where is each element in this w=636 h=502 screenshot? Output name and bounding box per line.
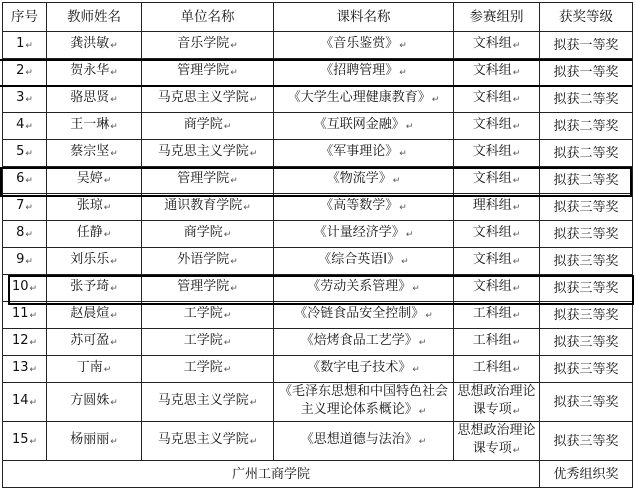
paragraph-mark-icon: ↵ xyxy=(230,68,238,78)
cell-unit-name xyxy=(142,32,274,59)
cell-group xyxy=(454,194,540,221)
paragraph-mark-icon: ↵ xyxy=(512,230,521,240)
cell-group xyxy=(454,302,540,329)
cell-course-name-text: 《计量经济学》 xyxy=(313,225,405,240)
footer-award: 优秀组织奖 xyxy=(553,466,619,482)
cell-course-name-text: 《焙烤食品工艺学》 xyxy=(300,333,418,348)
table-row xyxy=(3,422,633,461)
cell-no-text: 15 xyxy=(11,432,29,447)
paragraph-mark-icon: ↵ xyxy=(425,311,433,321)
paragraph-mark-icon: ↵ xyxy=(512,407,521,417)
header-teacher-name: 教师姓名 xyxy=(47,3,142,32)
cell-no xyxy=(3,275,47,302)
cell-unit-name-text: 马克思主义学院 xyxy=(157,90,249,105)
cell-course-name xyxy=(274,86,454,113)
cell-unit-name xyxy=(142,221,274,248)
cell-course-name-text: 《数字电子技术》 xyxy=(307,360,412,375)
cell-teacher-name xyxy=(47,194,142,221)
cell-course-name xyxy=(274,329,454,356)
cell-no xyxy=(3,422,47,461)
cell-group-text: 思想政治理论课专项 xyxy=(457,384,536,417)
paragraph-mark-icon: ↵ xyxy=(230,284,238,294)
paragraph-mark-icon: ↵ xyxy=(249,437,258,447)
paragraph-mark-icon: ↵ xyxy=(512,95,521,105)
cell-teacher-name xyxy=(47,32,142,59)
cell-teacher-name-text: 张予琦 xyxy=(70,279,110,294)
cell-no-text: 4 xyxy=(16,117,25,132)
header-group: 参赛组别 xyxy=(454,3,540,32)
cell-award-level xyxy=(540,194,633,221)
table-body xyxy=(3,32,633,461)
cell-teacher-name-text: 赵晨煊 xyxy=(70,306,110,321)
paragraph-mark-icon: ↵ xyxy=(223,122,232,132)
paragraph-mark-icon: ↵ xyxy=(512,365,521,375)
cell-unit-name-text: 音乐学院 xyxy=(177,36,230,51)
paragraph-mark-icon: ↵ xyxy=(25,122,33,132)
paragraph-mark-icon: ↵ xyxy=(110,398,118,408)
cell-unit-name-text: 管理学院 xyxy=(177,63,230,78)
cell-award-level xyxy=(540,422,633,461)
table-row xyxy=(3,248,633,275)
cell-award-level xyxy=(540,167,633,194)
cell-group xyxy=(454,383,540,422)
cell-no xyxy=(3,302,47,329)
cell-teacher-name-text: 刘乐乐 xyxy=(70,252,110,267)
cell-unit-name xyxy=(142,275,274,302)
paragraph-mark-icon: ↵ xyxy=(110,284,118,294)
cell-course-name xyxy=(274,422,454,461)
cell-teacher-name xyxy=(47,167,142,194)
paragraph-mark-icon: ↵ xyxy=(223,338,232,348)
cell-group-text: 理科组 xyxy=(472,198,512,213)
cell-teacher-name xyxy=(47,329,142,356)
cell-teacher-name xyxy=(47,248,142,275)
paragraph-mark-icon: ↵ xyxy=(249,398,258,408)
cell-no-text: 14 xyxy=(11,393,29,408)
cell-teacher-name xyxy=(47,275,142,302)
paragraph-mark-icon: ↵ xyxy=(110,338,118,348)
cell-unit-name xyxy=(142,248,274,275)
cell-group-text: 文科组 xyxy=(472,36,512,51)
paragraph-mark-icon: ↵ xyxy=(230,41,238,51)
cell-group xyxy=(454,140,540,167)
paragraph-mark-icon: ↵ xyxy=(223,365,232,375)
cell-teacher-name-text: 骆思贤 xyxy=(70,90,110,105)
cell-group-text: 文科组 xyxy=(472,279,512,294)
cell-no-text: 6 xyxy=(16,171,25,186)
cell-unit-name-text: 马克思主义学院 xyxy=(157,393,249,408)
paragraph-mark-icon: ↵ xyxy=(230,176,238,186)
cell-group-text: 工科组 xyxy=(472,360,512,375)
cell-award-level xyxy=(540,275,633,302)
cell-award-level xyxy=(540,86,633,113)
cell-no xyxy=(3,113,47,140)
table-header-row xyxy=(3,3,633,32)
cell-award-level xyxy=(540,329,633,356)
cell-teacher-name-text: 张琼 xyxy=(76,198,103,213)
table-row xyxy=(3,32,633,59)
cell-no-text: 3 xyxy=(16,90,25,105)
cell-group-text: 文科组 xyxy=(472,144,512,159)
paragraph-mark-icon: ↵ xyxy=(25,95,33,105)
cell-course-name-text: 《音乐鉴赏》 xyxy=(320,36,399,51)
cell-unit-name-text: 商学院 xyxy=(183,225,223,240)
cell-unit-name xyxy=(142,59,274,86)
header-award-level: 获奖等级 xyxy=(540,3,633,32)
cell-group-text: 思想政治理论课专项 xyxy=(457,423,536,456)
cell-no xyxy=(3,32,47,59)
cell-unit-name xyxy=(142,86,274,113)
cell-award-level-text: 拟获三等奖 xyxy=(553,307,619,323)
cell-unit-name-text: 工学院 xyxy=(183,306,223,321)
cell-group xyxy=(454,329,540,356)
cell-course-name xyxy=(274,59,454,86)
paragraph-mark-icon: ↵ xyxy=(249,95,258,105)
paragraph-mark-icon: ↵ xyxy=(405,122,414,132)
table-row xyxy=(3,275,633,302)
footer-org: 广州工商学院 xyxy=(231,466,310,482)
cell-no xyxy=(3,221,47,248)
cell-award-level-text: 拟获三等奖 xyxy=(553,334,619,350)
cell-course-name-text: 《互联网金融》 xyxy=(313,117,405,132)
cell-award-level xyxy=(540,383,633,422)
cell-unit-name xyxy=(142,140,274,167)
table-row xyxy=(3,59,633,86)
cell-course-name-text: 《招聘管理》 xyxy=(320,63,399,78)
paragraph-mark-icon: ↵ xyxy=(25,230,33,240)
paragraph-mark-icon: ↵ xyxy=(110,41,118,51)
cell-group-text: 文科组 xyxy=(472,171,512,186)
cell-teacher-name-text: 龚洪敏 xyxy=(70,36,110,51)
cell-teacher-name xyxy=(47,356,142,383)
paragraph-mark-icon: ↵ xyxy=(110,122,118,132)
cell-group xyxy=(454,221,540,248)
cell-course-name-text: 《高等数学》 xyxy=(320,198,399,213)
cell-course-name xyxy=(274,140,454,167)
cell-no-text: 2 xyxy=(16,63,25,78)
paragraph-mark-icon: ↵ xyxy=(29,284,38,294)
cell-group xyxy=(454,167,540,194)
header-no: 序号 xyxy=(3,3,47,32)
table-row xyxy=(3,113,633,140)
cell-course-name xyxy=(274,167,454,194)
cell-no xyxy=(3,86,47,113)
cell-course-name-text: 《思想道德与法治》 xyxy=(300,432,418,447)
paragraph-mark-icon: ↵ xyxy=(110,437,118,447)
table-row xyxy=(3,140,633,167)
cell-unit-name-text: 商学院 xyxy=(183,117,223,132)
cell-teacher-name xyxy=(47,302,142,329)
cell-group-text: 文科组 xyxy=(472,90,512,105)
table-row xyxy=(3,356,633,383)
paragraph-mark-icon: ↵ xyxy=(29,311,38,321)
paragraph-mark-icon: ↵ xyxy=(103,203,112,213)
table-row xyxy=(3,167,633,194)
cell-award-level-text: 拟获一等奖 xyxy=(553,64,619,80)
cell-unit-name xyxy=(142,302,274,329)
cell-award-level xyxy=(540,221,633,248)
cell-group-text: 工科组 xyxy=(472,306,512,321)
cell-group-text: 工科组 xyxy=(472,333,512,348)
paragraph-mark-icon: ↵ xyxy=(405,230,414,240)
paragraph-mark-icon: ↵ xyxy=(29,437,38,447)
cell-group xyxy=(454,86,540,113)
cell-unit-name xyxy=(142,113,274,140)
cell-no xyxy=(3,356,47,383)
paragraph-mark-icon: ↵ xyxy=(512,446,521,456)
cell-teacher-name xyxy=(47,113,142,140)
paragraph-mark-icon: ↵ xyxy=(392,176,401,186)
cell-teacher-name-text: 王一琳 xyxy=(70,117,110,132)
paragraph-mark-icon: ↵ xyxy=(110,149,118,159)
cell-unit-name xyxy=(142,356,274,383)
cell-unit-name-text: 马克思主义学院 xyxy=(157,432,249,447)
paragraph-mark-icon: ↵ xyxy=(512,68,521,78)
cell-course-name xyxy=(274,302,454,329)
cell-group-text: 文科组 xyxy=(472,63,512,78)
paragraph-mark-icon: ↵ xyxy=(230,257,238,267)
cell-award-level-text: 拟获三等奖 xyxy=(553,253,619,269)
cell-no xyxy=(3,383,47,422)
paragraph-mark-icon: ↵ xyxy=(418,407,427,417)
paragraph-mark-icon: ↵ xyxy=(512,311,521,321)
table-row xyxy=(3,86,633,113)
cell-unit-name-text: 管理学院 xyxy=(177,171,230,186)
cell-no-text: 8 xyxy=(16,225,25,240)
paragraph-mark-icon: ↵ xyxy=(223,230,232,240)
cell-award-level-text: 拟获三等奖 xyxy=(553,433,619,449)
cell-no-text: 1 xyxy=(16,36,25,51)
paragraph-mark-icon: ↵ xyxy=(29,338,38,348)
cell-group xyxy=(454,32,540,59)
table-row xyxy=(3,383,633,422)
paragraph-mark-icon: ↵ xyxy=(25,149,33,159)
cell-course-name-text: 《军事理论》 xyxy=(320,144,399,159)
cell-course-name xyxy=(274,221,454,248)
paragraph-mark-icon: ↵ xyxy=(25,41,33,51)
table-footer-row xyxy=(3,461,633,488)
paragraph-mark-icon: ↵ xyxy=(110,68,118,78)
cell-no-text: 11 xyxy=(11,306,29,321)
cell-unit-name xyxy=(142,383,274,422)
cell-unit-name xyxy=(142,167,274,194)
table-row xyxy=(3,329,633,356)
cell-teacher-name xyxy=(47,140,142,167)
cell-unit-name xyxy=(142,422,274,461)
cell-course-name xyxy=(274,194,454,221)
cell-course-name xyxy=(274,383,454,422)
cell-unit-name-text: 管理学院 xyxy=(177,279,230,294)
cell-teacher-name xyxy=(47,59,142,86)
cell-teacher-name xyxy=(47,383,142,422)
paragraph-mark-icon: ↵ xyxy=(512,41,521,51)
cell-teacher-name-text: 丁南 xyxy=(76,360,103,375)
cell-teacher-name xyxy=(47,86,142,113)
paragraph-mark-icon: ↵ xyxy=(412,365,420,375)
cell-group-text: 文科组 xyxy=(472,252,512,267)
cell-course-name xyxy=(274,32,454,59)
paragraph-mark-icon: ↵ xyxy=(399,149,407,159)
cell-award-level xyxy=(540,248,633,275)
cell-group-text: 文科组 xyxy=(472,225,512,240)
header-course-name: 课料名称 xyxy=(274,3,454,32)
cell-course-name-text: 《综合英语Ⅰ》 xyxy=(318,252,401,267)
cell-group xyxy=(454,422,540,461)
cell-teacher-name xyxy=(47,422,142,461)
header-unit-name: 单位名称 xyxy=(142,3,274,32)
cell-course-name-text: 《大学生心理健康教育》 xyxy=(287,90,431,105)
paragraph-mark-icon: ↵ xyxy=(401,257,409,267)
paragraph-mark-icon: ↵ xyxy=(103,365,112,375)
cell-no-text: 5 xyxy=(16,144,25,159)
cell-teacher-name-text: 贺永华 xyxy=(70,63,110,78)
cell-award-level-text: 拟获三等奖 xyxy=(553,361,619,377)
cell-unit-name xyxy=(142,194,274,221)
cell-no xyxy=(3,194,47,221)
paragraph-mark-icon: ↵ xyxy=(399,41,407,51)
paragraph-mark-icon: ↵ xyxy=(25,176,33,186)
paragraph-mark-icon: ↵ xyxy=(223,311,232,321)
cell-unit-name-text: 外语学院 xyxy=(177,252,230,267)
cell-no xyxy=(3,140,47,167)
cell-no-text: 13 xyxy=(11,360,29,375)
cell-no-text: 10 xyxy=(11,279,29,294)
paragraph-mark-icon: ↵ xyxy=(399,203,407,213)
cell-no xyxy=(3,248,47,275)
cell-unit-name-text: 马克思主义学院 xyxy=(157,144,249,159)
award-document xyxy=(2,2,632,488)
paragraph-mark-icon: ↵ xyxy=(418,437,427,447)
cell-course-name xyxy=(274,275,454,302)
cell-course-name xyxy=(274,248,454,275)
cell-group xyxy=(454,356,540,383)
cell-no xyxy=(3,329,47,356)
cell-award-level xyxy=(540,113,633,140)
cell-course-name-text: 《劳动关系管理》 xyxy=(307,279,412,294)
cell-award-level-text: 拟获三等奖 xyxy=(553,226,619,242)
cell-award-level xyxy=(540,59,633,86)
cell-award-level xyxy=(540,140,633,167)
paragraph-mark-icon: ↵ xyxy=(103,176,112,186)
paragraph-mark-icon: ↵ xyxy=(412,284,420,294)
paragraph-mark-icon: ↵ xyxy=(512,257,521,267)
paragraph-mark-icon: ↵ xyxy=(512,122,521,132)
paragraph-mark-icon: ↵ xyxy=(110,95,118,105)
paragraph-mark-icon: ↵ xyxy=(25,68,33,78)
cell-group xyxy=(454,59,540,86)
paragraph-mark-icon: ↵ xyxy=(110,311,118,321)
paragraph-mark-icon: ↵ xyxy=(512,284,521,294)
cell-group xyxy=(454,248,540,275)
paragraph-mark-icon: ↵ xyxy=(512,176,521,186)
paragraph-mark-icon: ↵ xyxy=(418,338,427,348)
paragraph-mark-icon: ↵ xyxy=(25,257,33,267)
cell-no-text: 7 xyxy=(16,198,25,213)
cell-teacher-name-text: 方圆姝 xyxy=(70,393,110,408)
cell-no xyxy=(3,59,47,86)
award-table xyxy=(2,2,633,488)
cell-teacher-name-text: 蔡宗坚 xyxy=(70,144,110,159)
cell-teacher-name-text: 吴婷 xyxy=(76,171,103,186)
cell-course-name-text: 《物流学》 xyxy=(326,171,392,186)
cell-award-level-text: 拟获二等奖 xyxy=(553,91,619,107)
cell-teacher-name-text: 杨丽丽 xyxy=(70,432,110,447)
cell-course-name-text: 《毛泽东思想和中国特色社会主义理论体系概论》 xyxy=(278,384,448,417)
cell-no-text: 9 xyxy=(16,252,25,267)
cell-award-level xyxy=(540,302,633,329)
cell-award-level xyxy=(540,32,633,59)
cell-unit-name xyxy=(142,329,274,356)
cell-award-level-text: 拟获三等奖 xyxy=(553,199,619,215)
table-row xyxy=(3,302,633,329)
cell-course-name-text: 《冷链食品安全控制》 xyxy=(294,306,425,321)
footer-award-cell xyxy=(540,461,633,488)
paragraph-mark-icon: ↵ xyxy=(512,338,521,348)
cell-group-text: 文科组 xyxy=(472,117,512,132)
cell-award-level-text: 拟获二等奖 xyxy=(553,118,619,134)
cell-teacher-name xyxy=(47,221,142,248)
paragraph-mark-icon: ↵ xyxy=(110,257,118,267)
cell-no xyxy=(3,167,47,194)
paragraph-mark-icon: ↵ xyxy=(25,203,33,213)
table-row xyxy=(3,194,633,221)
cell-award-level-text: 拟获三等奖 xyxy=(553,394,619,410)
cell-award-level-text: 拟获二等奖 xyxy=(553,145,619,161)
paragraph-mark-icon: ↵ xyxy=(103,230,112,240)
paragraph-mark-icon: ↵ xyxy=(249,149,258,159)
paragraph-mark-icon: ↵ xyxy=(29,398,38,408)
paragraph-mark-icon: ↵ xyxy=(512,203,521,213)
cell-group xyxy=(454,275,540,302)
paragraph-mark-icon: ↵ xyxy=(399,68,407,78)
table-row xyxy=(3,221,633,248)
cell-award-level-text: 拟获二等奖 xyxy=(553,172,619,188)
paragraph-mark-icon: ↵ xyxy=(243,203,251,213)
cell-award-level xyxy=(540,356,633,383)
cell-teacher-name-text: 任静 xyxy=(76,225,103,240)
cell-course-name xyxy=(274,356,454,383)
paragraph-mark-icon: ↵ xyxy=(431,95,440,105)
paragraph-mark-icon: ↵ xyxy=(29,365,38,375)
paragraph-mark-icon: ↵ xyxy=(512,149,521,159)
footer-org-cell xyxy=(3,461,540,488)
cell-group xyxy=(454,113,540,140)
cell-unit-name-text: 工学院 xyxy=(183,360,223,375)
cell-award-level-text: 拟获一等奖 xyxy=(553,37,619,53)
cell-award-level-text: 拟获三等奖 xyxy=(553,280,619,296)
cell-unit-name-text: 通识教育学院 xyxy=(164,198,243,213)
cell-no-text: 12 xyxy=(11,333,29,348)
cell-course-name xyxy=(274,113,454,140)
cell-unit-name-text: 工学院 xyxy=(183,333,223,348)
cell-teacher-name-text: 苏可盈 xyxy=(70,333,110,348)
